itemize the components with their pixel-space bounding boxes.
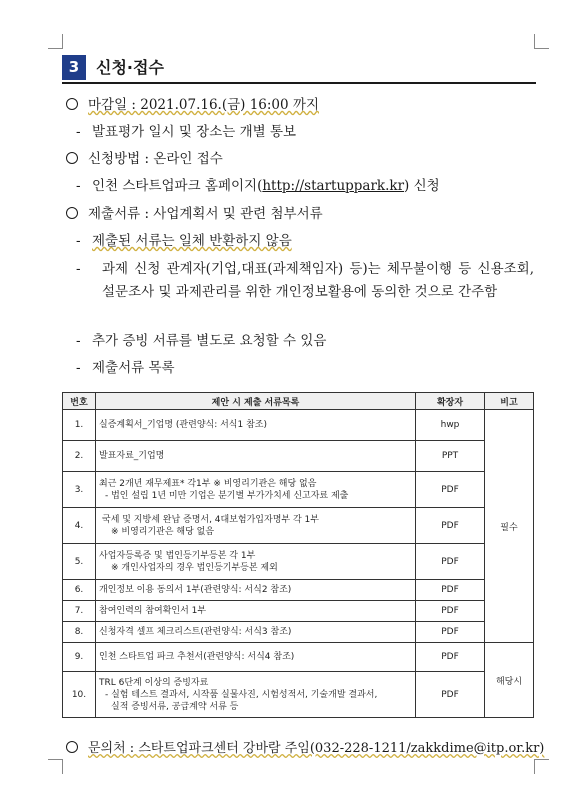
document-line: ※ 개인사업자의 경우 법인등기부등본 제외	[111, 562, 278, 573]
method-text: 신청방법 : 온라인 접수	[88, 151, 223, 167]
row-extension: PDF	[416, 472, 485, 508]
row-extension: PDF	[416, 672, 485, 718]
table-row	[63, 643, 534, 672]
row-extension: hwp	[416, 410, 485, 441]
document-line: 인천 스타트업 파크 추천서(관련양식: 서식4 참조)	[99, 652, 295, 662]
crop-mark-bottom-right	[534, 759, 549, 774]
row-number: 3.	[63, 472, 96, 508]
header-extension: 확장자	[416, 393, 485, 410]
docs-list-item	[66, 359, 175, 377]
table-row	[63, 601, 534, 622]
docs-return-text: 제출된 서류는 일체 반환하지 않음	[92, 233, 292, 249]
document-line: 신청자격 셀프 체크리스트(관련양식: 서식3 참조)	[99, 627, 292, 637]
docs-extra-text: 추가 증빙 서류를 별도로 요청할 수 있음	[92, 333, 327, 349]
docs-return-item	[66, 232, 292, 250]
docs-list-text: 제출서류 목록	[92, 360, 175, 376]
docs-text: 제출서류 : 사업계획서 및 관련 첨부서류	[88, 206, 323, 222]
crop-mark-bottom-left	[48, 759, 63, 774]
section-header	[62, 55, 536, 84]
table-row	[63, 672, 534, 718]
row-extension: PPT	[416, 441, 485, 472]
section-title: 신청·접수	[96, 58, 164, 77]
row-document	[96, 622, 416, 643]
table-row	[63, 410, 534, 441]
document-line: - 실험 테스트 결과서, 시작품 실물사진, 시험성적서, 기술개발 결과서,	[105, 689, 378, 700]
method-detail-item	[66, 177, 440, 195]
row-number: 7.	[63, 601, 96, 622]
row-number: 10.	[63, 672, 96, 718]
dash-bullet-icon: -	[76, 360, 81, 376]
crop-mark-top-right	[534, 34, 549, 49]
deadline-item	[66, 96, 319, 114]
remark-required: 필수	[485, 410, 534, 643]
row-extension: PDF	[416, 508, 485, 544]
row-number: 9.	[63, 643, 96, 672]
docs-item	[66, 205, 323, 223]
presentation-item	[66, 123, 296, 141]
docs-consent-text: 과제 신청 관계자(기업,대표(과제책임자) 등)는 체무불이행 등 신용조회, 설문조사 및 과제관리를 위한 개인정보활용에 동의한 것으로 간주함	[102, 261, 534, 300]
document-line: 실증계획서_기업명 (관련양식: 서식1 참조)	[99, 420, 267, 430]
remark-optional: 해당시	[485, 643, 534, 718]
document-line: 사업자등록증 및 법인등기부등본 각 1부	[99, 550, 256, 561]
document-line: 개인정보 이용 동의서 1부(관련양식: 서식2 참조)	[99, 585, 292, 595]
dash-bullet-icon: -	[76, 178, 81, 194]
dash-bullet-icon: -	[76, 233, 81, 249]
row-document	[96, 472, 416, 508]
row-extension: PDF	[416, 544, 485, 580]
submission-documents-table	[62, 392, 534, 718]
row-extension: PDF	[416, 643, 485, 672]
dash-bullet-icon: -	[76, 261, 81, 277]
table-row	[63, 580, 534, 601]
row-number: 1.	[63, 410, 96, 441]
row-document	[96, 410, 416, 441]
startuppark-link[interactable]: http://startuppark.kr	[262, 178, 405, 194]
dash-bullet-icon: -	[76, 333, 81, 349]
header-number: 번호	[63, 393, 96, 410]
table-row	[63, 622, 534, 643]
row-extension: PDF	[416, 622, 485, 643]
row-document	[96, 544, 416, 580]
document-line: ※ 비영리기관은 해당 없음	[111, 526, 215, 537]
document-line: 국세 및 지방세 완납 증명서, 4대보험가입자명부 각 1부	[102, 514, 319, 525]
table-row	[63, 508, 534, 544]
document-line: 발표자료_기업명	[99, 451, 165, 461]
docs-extra-item	[66, 332, 326, 350]
document-line: TRL 6단계 이상의 증빙자료	[99, 677, 209, 688]
method-detail-suffix: ) 신청	[404, 178, 440, 194]
contact-text: 문의처 : 스타트업파크센터 강바람 주임(032-228-1211/zakkdime@itp.or.kr)	[88, 741, 545, 756]
row-document	[96, 508, 416, 544]
contact-item	[66, 740, 544, 758]
circle-bullet-icon	[66, 207, 78, 219]
row-document	[96, 672, 416, 718]
row-document	[96, 580, 416, 601]
row-number: 6.	[63, 580, 96, 601]
row-document	[96, 643, 416, 672]
presentation-text: 발표평가 일시 및 장소는 개별 통보	[92, 124, 297, 140]
docs-consent-item	[66, 258, 534, 304]
row-number: 2.	[63, 441, 96, 472]
circle-bullet-icon	[66, 152, 78, 164]
header-documents: 제안 시 제출 서류목록	[96, 393, 416, 410]
row-extension: PDF	[416, 601, 485, 622]
deadline-text: 마감일 : 2021.07.16.(금) 16:00 까지	[88, 97, 319, 113]
table-row	[63, 441, 534, 472]
row-number: 5.	[63, 544, 96, 580]
document-line: 최근 2개년 재무제표* 각1부 ※ 비영리기관은 해당 없음	[99, 478, 317, 489]
row-number: 4.	[63, 508, 96, 544]
method-item	[66, 150, 223, 168]
table-row	[63, 544, 534, 580]
row-extension: PDF	[416, 580, 485, 601]
row-document	[96, 441, 416, 472]
circle-bullet-icon	[66, 98, 78, 110]
header-remark: 비고	[485, 393, 534, 410]
method-detail-prefix: 인천 스타트업파크 홈페이지(	[92, 178, 263, 194]
document-line: 실적 증빙서류, 공급계약 서류 등	[111, 701, 239, 712]
row-document	[96, 601, 416, 622]
crop-mark-top-left	[48, 34, 63, 49]
document-line: 참여인력의 참여확인서 1부	[99, 606, 207, 616]
dash-bullet-icon: -	[76, 124, 81, 140]
section-number: 3	[62, 55, 86, 80]
document-line: - 법인 설립 1년 미만 기업은 분기별 부가가치세 신고자료 제출	[105, 490, 349, 501]
circle-bullet-icon	[66, 741, 78, 753]
row-number: 8.	[63, 622, 96, 643]
table-header-row	[63, 393, 534, 410]
table-row	[63, 472, 534, 508]
